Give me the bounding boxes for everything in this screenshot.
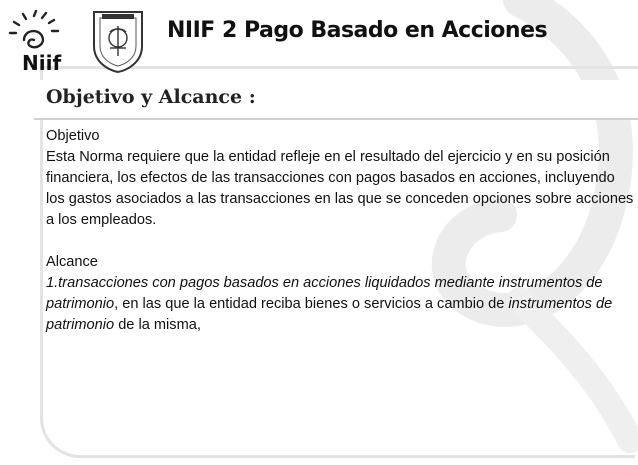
alcance-item-text-1: , en las que la entidad reciba bienes o servicios a cambio de bbox=[114, 296, 509, 312]
heading-underline bbox=[34, 118, 638, 120]
alcance-item-italic-1: 1.transacciones con pagos basados en acciones liquidados mediante instrumentos de patrimonio bbox=[46, 275, 603, 312]
alcance-item-1 bbox=[46, 273, 634, 336]
niif-logo bbox=[6, 10, 72, 76]
section-heading: Objetivo y Alcance : bbox=[46, 86, 256, 108]
objetivo-text: Esta Norma requiere que la entidad refleje en el resultado del ejercicio y en su posición financiera, los efectos de las transacciones con pagos basados en acciones, incluyendo los gastos asociados a las transacciones en las que se conceden opciones sobre acciones a los empleados. bbox=[46, 149, 634, 228]
slide-title: NIIF 2 Pago Basado en Acciones bbox=[167, 18, 548, 43]
objetivo-label: Objetivo bbox=[46, 128, 100, 144]
alcance-label: Alcance bbox=[46, 254, 98, 270]
paragraph-spacer bbox=[46, 231, 634, 252]
alcance-item-text-2: de la misma, bbox=[114, 317, 201, 333]
alcance-item-italic-2: instrumentos de patrimonio bbox=[46, 296, 613, 333]
seal-logo bbox=[88, 8, 148, 74]
slide-body bbox=[46, 126, 634, 336]
niif-logo-text: Niif bbox=[22, 51, 62, 75]
